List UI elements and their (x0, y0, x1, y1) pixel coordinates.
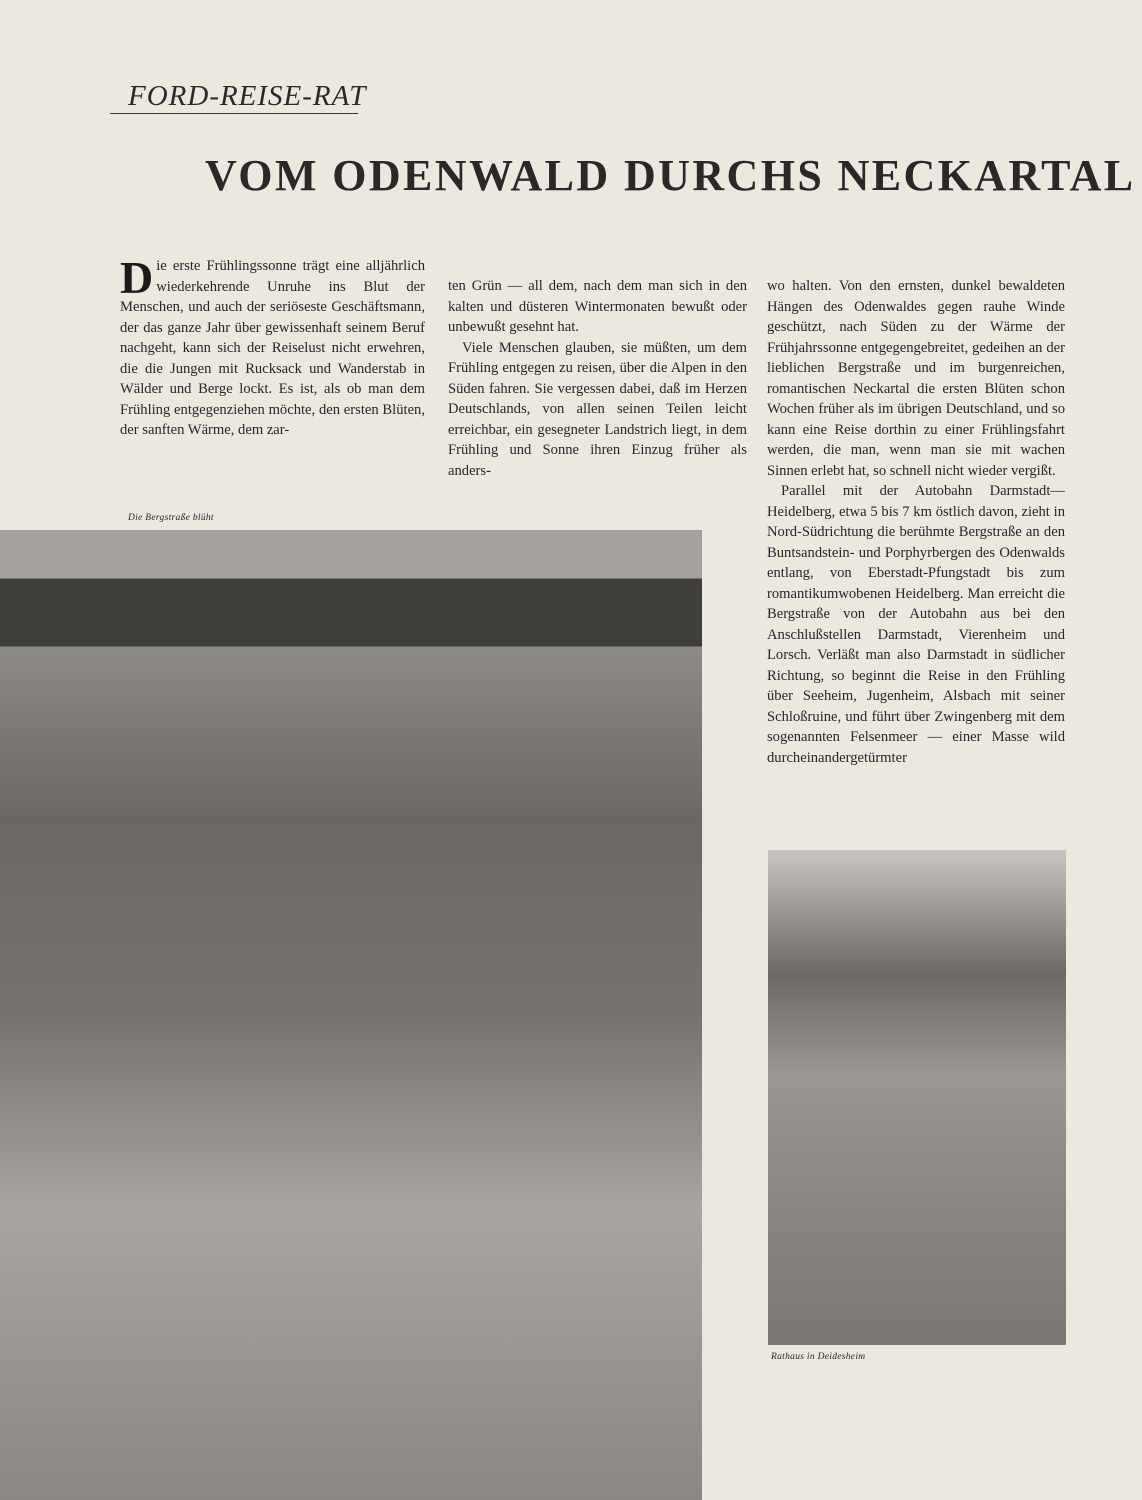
paragraph: Viele Menschen glauben, sie müßten, um dem Frühling entgegen zu reisen, über die Alpen in den Süden fahren. Sie vergessen dabei, daß im Herzen Deutschlands, von allen seinen Teilen leicht erreichbar, ein gesegneter Landstrich liegt, in dem Frühling und Sonne ihren Einzug früher als anders- (448, 339, 747, 479)
photo-village-blossoms (0, 530, 702, 1500)
drop-cap: D (120, 252, 154, 303)
text-column-2 (448, 276, 747, 481)
photo-caption-bergstrasse: Die Bergstraße blüht (128, 513, 214, 523)
photo-town-hall (768, 850, 1066, 1345)
text-column-1 (120, 252, 425, 441)
paragraph: ten Grün — all dem, nach dem man sich in den kalten und düsteren Wintermonaten bewußt oder unbewußt gesehnt hat. (448, 278, 747, 335)
section-kicker: FORD-REISE-RAT (128, 80, 367, 112)
paragraph (120, 252, 425, 441)
paragraph-text: ie erste Frühlingssonne trägt eine alljährlich wiederkehrende Unruhe ins Blut der Menschen, und auch der seriöseste Geschäftsmann, der das ganze Jahr über gewissenhaft seinem Beruf nachgeht, kann sich der Reiselust nicht erwehren, die die Jungen mit Rucksack und Wanderstab in Wälder und Berge lockt. Es ist, als ob man dem Frühling entgegenziehen möchte, den ersten Blüten, der sanften Wärme, dem zar- (120, 258, 425, 438)
article-headline: VOM ODENWALD DURCHS NECKARTAL (205, 151, 1136, 200)
kicker-underline (110, 113, 358, 114)
photo-caption-rathaus: Rathaus in Deidesheim (771, 1352, 866, 1362)
paragraph: Parallel mit der Autobahn Darmstadt—Heidelberg, etwa 5 bis 7 km östlich davon, zieht in Nord-Südrichtung die berühmte Bergstraße an den Buntsandstein- und Porphyrbergen des Odenwalds entlang, von Eberstadt-Pfungstadt bis zum romantikumwobenen Heidelberg. Man erreicht die Bergstraße von der Autobahn aus bei den Anschlußstellen Darmstadt, Vierenheim und Lorsch. Verläßt man also Darmstadt in südlicher Richtung, so beginnt die Reise in den Frühling über Seeheim, Jugenheim, Alsbach mit seiner Schloßruine, und führt über Zwingenberg mit dem sogenannten Felsenmeer — einer Masse wild durcheinandergetürmter (767, 483, 1065, 766)
text-column-3 (767, 276, 1065, 768)
paragraph: wo halten. Von den ernsten, dunkel bewaldeten Hängen des Odenwaldes gegen rauhe Winde geschützt, nach Süden zu der Wärme der Frühjahrssonne entgegengebreitet, gedeihen an der lieblichen Bergstraße und im burgenreichen, romantischen Neckartal die ersten Blüten schon Wochen früher als im übrigen Deutschland, und so kann eine Reise dorthin zu einer Frühlingsfahrt werden, die man, wenn man sie mit wachen Sinnen erlebt hat, so schnell nicht wieder vergißt. (767, 278, 1065, 479)
